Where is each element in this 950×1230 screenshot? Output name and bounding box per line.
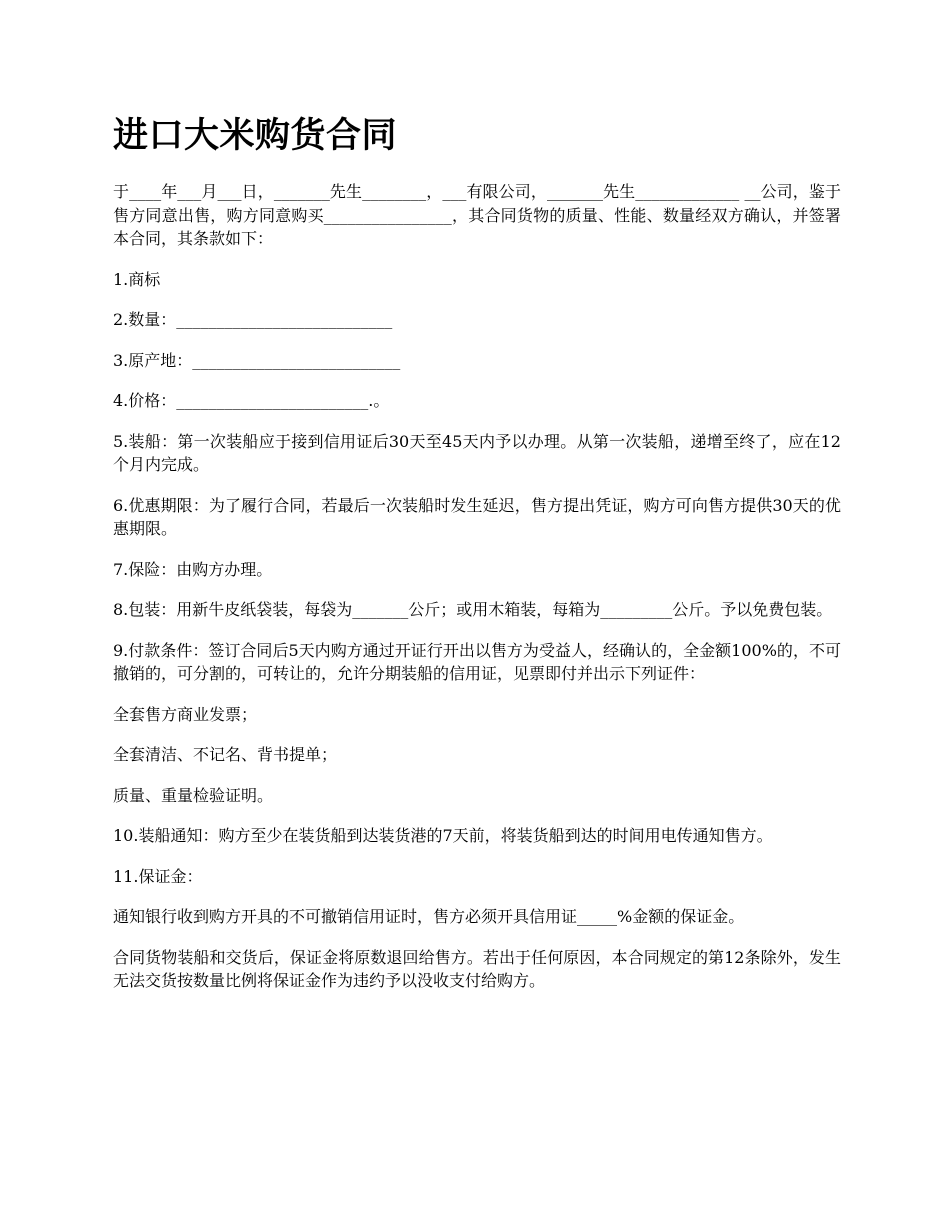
- document-title: 进口大米购货合同: [113, 116, 398, 156]
- clause-trademark: 1.商标: [113, 269, 161, 289]
- clause-packing: 8.包装：用新牛皮纸袋装，每袋为_______公斤；或用木箱装，每箱为_________公斤。予以免费包装。: [113, 600, 833, 619]
- payment-document-invoice: 全套售方商业发票；: [113, 704, 258, 724]
- paragraph-intro: 于____年___月___日，_______先生________，___有限公司，_______先生_____________ __公司，鉴于售方同意出售，购方同意购买________________，其合同货物的质量、性能、数量经双方确认，并签署本合同，其条款如下：: [113, 182, 841, 248]
- payment-document-inspection: 质量、重量检验证明。: [113, 785, 274, 805]
- payment-document-bill-of-lading: 全套清洁、不记名、背书提单；: [113, 745, 338, 764]
- clause-shipping-notice: 10.装船通知：购方至少在装货船到达装货港的7天前，将装货船到达的时间用电传通知售方。: [113, 826, 773, 845]
- clause-insurance: 7.保险：由购方办理。: [113, 559, 273, 579]
- clause-quantity: 2.数量：___________________________: [113, 310, 393, 329]
- document-body: [113, 180, 841, 1010]
- clause-deposit: 11.保证金：: [113, 866, 203, 886]
- clause-payment: 9.付款条件：签订合同后5天内购方通过开证行开出以售方为受益人，经确认的，全金额100%的，不可撤销的，可分割的，可转让的，允许分期装船的信用证，见票即付并出示下列证件：: [113, 640, 841, 683]
- deposit-issuance: 通知银行收到购方开具的不可撤销信用证时，售方必须开具信用证_____%金额的保证金。: [113, 907, 745, 926]
- clause-shipment: 5.装船：第一次装船应于接到信用证后30天至45天内予以办理。从第一次装船，递增至终了，应在12个月内完成。: [113, 431, 841, 474]
- clause-grace-period: 6.优惠期限：为了履行合同，若最后一次装船时发生延迟，售方提出凭证，购方可向售方提供30天的优惠期限。: [113, 495, 841, 538]
- clause-origin: 3.原产地：__________________________: [113, 350, 401, 370]
- deposit-return: 合同货物装船和交货后，保证金将原数退回给售方。若出于任何原因，本合同规定的第12条除外，发生无法交货按数量比例将保证金作为违约予以没收支付给购方。: [113, 947, 841, 990]
- clause-price: 4.价格：________________________.。: [113, 391, 390, 410]
